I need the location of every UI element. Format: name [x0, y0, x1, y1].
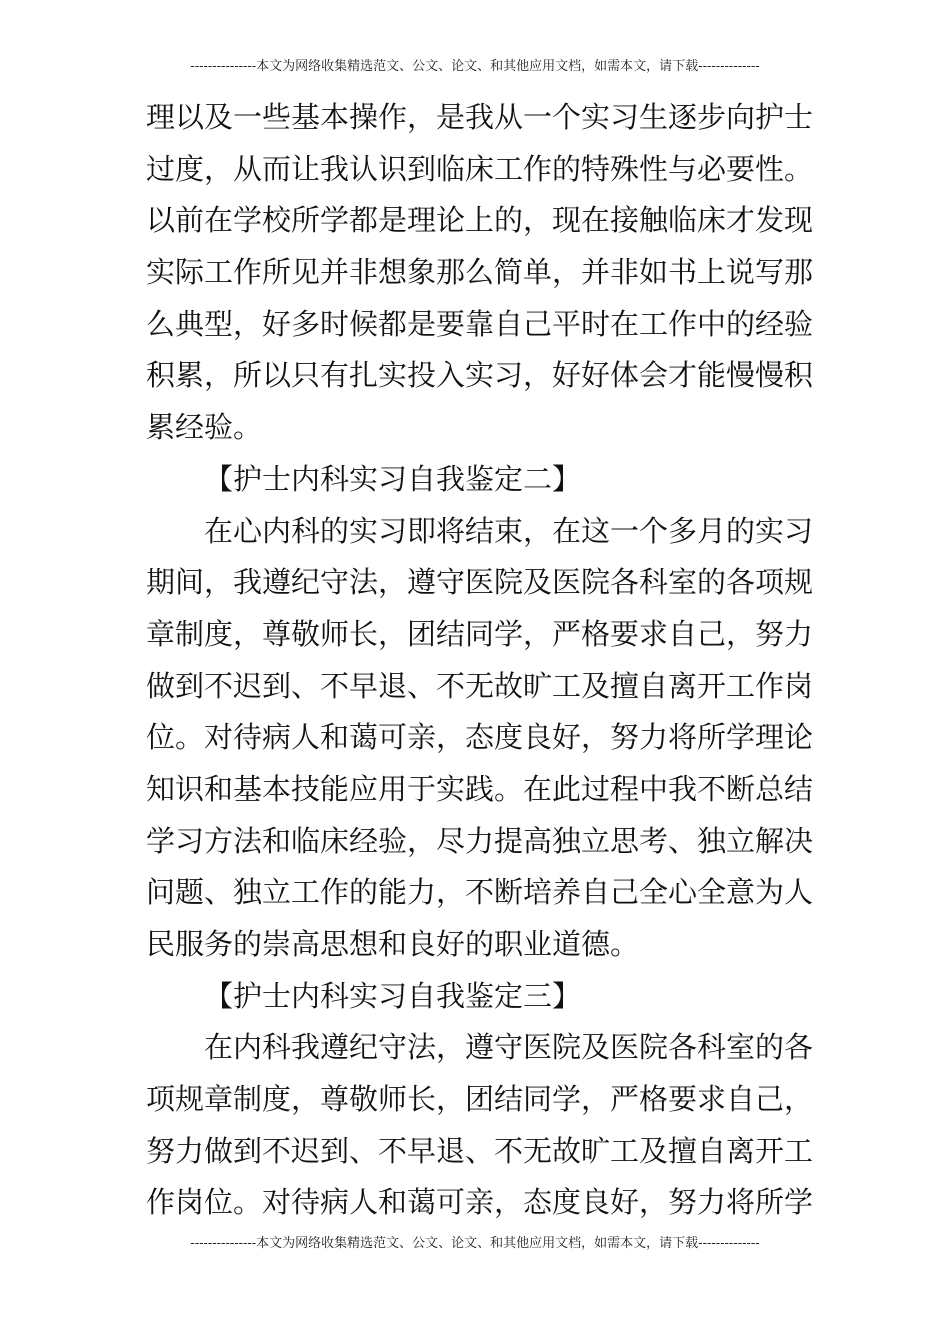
text-line: 理以及一些基本操作，是我从一个实习生逐步向护士	[146, 100, 814, 134]
text-line: 问题、独立工作的能力，不断培养自己全心全意为人	[146, 875, 814, 910]
text-line: 么典型，好多时候都是要靠自己平时在工作中的经验	[146, 306, 814, 341]
text-line: 做到不迟到、不早退、不无故旷工及擅自离开工作岗	[146, 668, 814, 703]
text-line: 努力做到不迟到、不早退、不无故旷工及擅自离开工	[146, 1133, 814, 1168]
text-line: 位。对待病人和蔼可亲，态度良好，努力将所学理论	[146, 720, 814, 755]
text-line: 实际工作所见并非想象那么简单，并非如书上说写那	[146, 255, 814, 290]
text-line: 过度，从而让我认识到临床工作的特殊性与必要性。	[146, 151, 814, 186]
section-heading: 【护士内科实习自我鉴定二】	[204, 461, 582, 496]
text-line: 在心内科的实习即将结束，在这一个多月的实习	[204, 513, 814, 548]
text-line: 作岗位。对待病人和蔼可亲，态度良好，努力将所学	[146, 1185, 814, 1220]
text-line: 累经验。	[146, 410, 263, 445]
text-line: 民服务的崇高思想和良好的职业道德。	[146, 927, 640, 961]
document-body	[146, 92, 814, 1229]
section-heading: 【护士内科实习自我鉴定三】	[204, 978, 582, 1013]
page-header-note: ---------------本文为网络收集精选范文、公文、论文、和其他应用文档，如需本文，请下载--------------	[190, 59, 760, 74]
text-line: 期间，我遵纪守法，遵守医院及医院各科室的各项规	[146, 565, 814, 600]
text-line: 章制度，尊敬师长，团结同学，严格要求自己，努力	[146, 616, 814, 651]
page-footer-note: ---------------本文为网络收集精选范文、公文、论文、和其他应用文档，如需本文，请下载--------------	[190, 1236, 760, 1251]
text-line: 以前在学校所学都是理论上的，现在接触临床才发现	[146, 203, 814, 238]
text-line: 知识和基本技能应用于实践。在此过程中我不断总结	[146, 771, 814, 806]
text-line: 学习方法和临床经验，尽力提高独立思考、独立解决	[146, 823, 814, 858]
text-line: 项规章制度，尊敬师长，团结同学，严格要求自己，	[146, 1082, 814, 1117]
text-line: 在内科我遵纪守法，遵守医院及医院各科室的各	[204, 1030, 814, 1065]
text-line: 积累，所以只有扎实投入实习，好好体会才能慢慢积	[146, 358, 814, 393]
